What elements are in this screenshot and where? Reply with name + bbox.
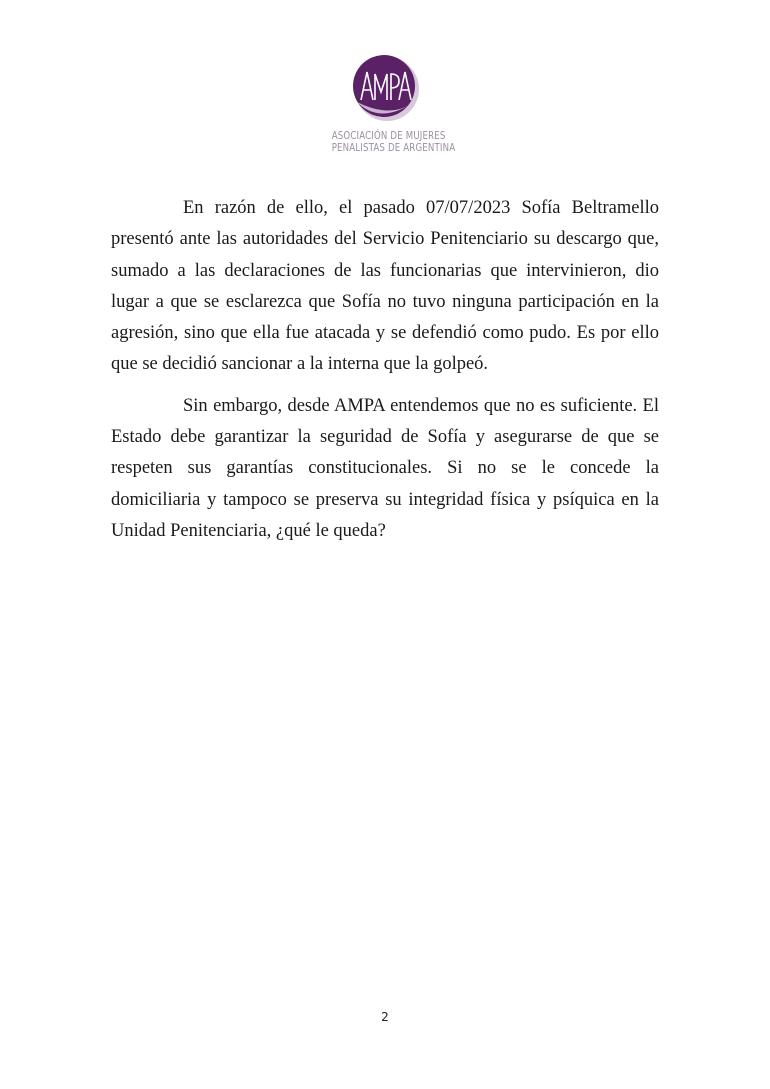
document-body [111, 193, 659, 557]
logo-caption [331, 130, 456, 154]
page-number: 2 [381, 1010, 389, 1024]
ampa-monogram-icon [349, 52, 421, 124]
logo-caption-line-2: PENALISTAS DE ARGENTINA [331, 142, 456, 154]
ampa-logo [320, 52, 456, 154]
logo-caption-line-1: ASOCIACIÓN DE MUJERES [331, 130, 446, 142]
paragraph-1: En razón de ello, el pasado 07/07/2023 Sofía Beltramello presentó ante las autoridades del Servicio Penitenciario su descargo que, sumado a las declaraciones de las funcionarias que intervinieron, dio lugar a que se esclarezca que Sofía no tuvo ninguna participación en la agresión, sino que ella fue atacada y se defendió como pudo. Es por ello que se decidió sancionar a la interna que la golpeó. [111, 198, 659, 375]
paragraph-2: Sin embargo, desde AMPA entendemos que no es suficiente. El Estado debe garantizar la seguridad de Sofía y asegurarse de que se respeten sus garantías constitucionales. Si no se le concede la domiciliaria y tampoco se preserva su integridad física y psíquica en la Unidad Penitenciaria, ¿qué le queda? [111, 395, 659, 541]
